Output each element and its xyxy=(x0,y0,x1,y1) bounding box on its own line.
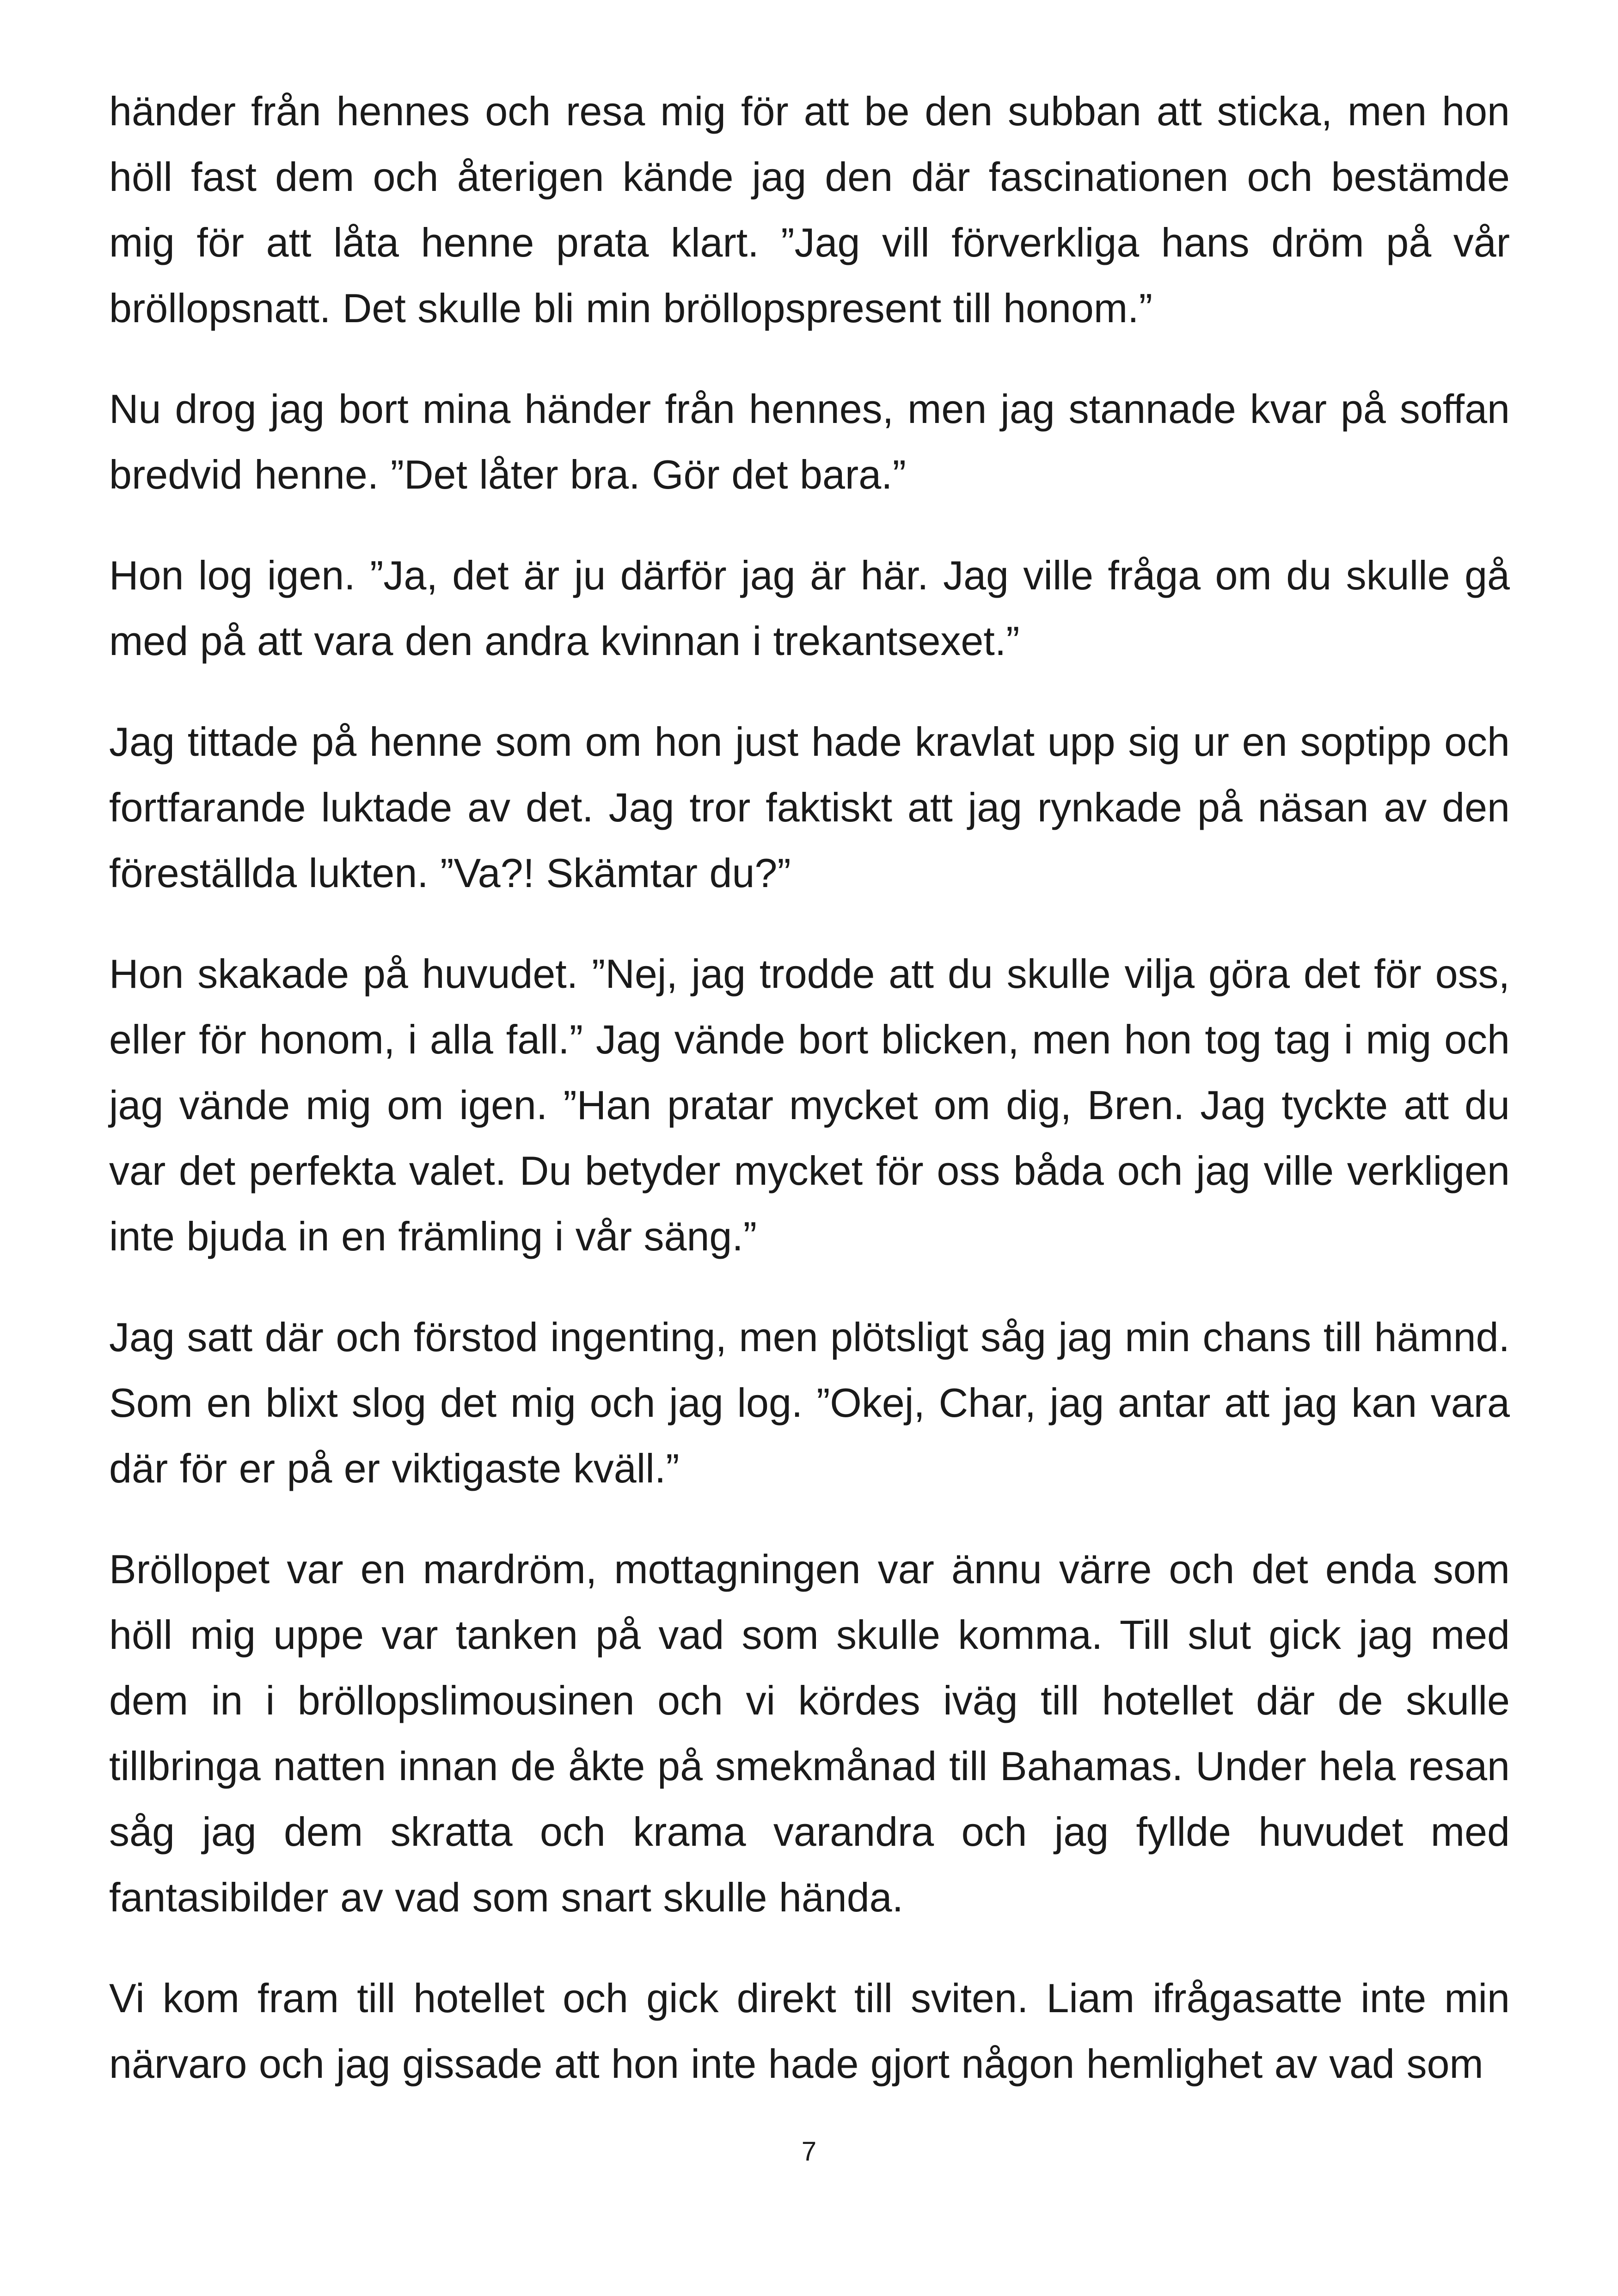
paragraph: Hon skakade på huvudet. ”Nej, jag trodde att du skulle vilja göra det för oss, eller för honom, i alla fall.” Jag vände bort blicken, men hon tog tag i mig och jag vände mig om igen. ”Han pratar mycket om dig, Bren. Jag tyckte att du var det perfekta valet. Du betyder mycket för oss båda och jag ville verkligen inte bjuda in en främling i vår säng.” xyxy=(109,951,1510,1259)
page-number: 7 xyxy=(801,2137,817,2167)
paragraph: Bröllopet var en mardröm, mottagningen var ännu värre och det enda som höll mig uppe var tanken på vad som skulle komma. Till slut gick jag med dem in i bröllopslimousinen och vi kördes iväg till hotellet där de skulle tillbringa natten innan de åkte på smekmånad till Bahamas. Under hela resan såg jag dem skratta och krama varandra och jag fyllde huvudet med fantasibilder av vad som snart skulle hända. xyxy=(109,1546,1510,1920)
paragraph: Jag tittade på henne som om hon just hade kravlat upp sig ur en soptipp och fortfarande luktade av det. Jag tror faktiskt att jag rynkade på näsan av den föreställda lukten. ”Va?! Skämtar du?” xyxy=(109,719,1510,896)
paragraph: Nu drog jag bort mina händer från hennes, men jag stannade kvar på soffan bredvid henne. ”Det låter bra. Gör det bara.” xyxy=(109,386,1510,497)
body-text xyxy=(109,79,1510,2132)
paragraph: Jag satt där och förstod ingenting, men plötsligt såg jag min chans till hämnd. Som en blixt slog det mig och jag log. ”Okej, Char, jag antar att jag kan vara där för er på er viktigaste kväll.” xyxy=(109,1314,1510,1491)
paragraph: händer från hennes och resa mig för att be den subban att sticka, men hon höll fast dem och återigen kände jag den där fascinationen och bestämde mig för att låta henne prata klart. ”Jag vill förverkliga hans dröm på vår bröllopsnatt. Det skulle bli min bröllopspresent till honom.” xyxy=(109,88,1510,331)
paragraph: Vi kom fram till hotellet och gick direkt till sviten. Liam ifrågasatte inte min närvaro och jag gissade att hon inte hade gjort någon hemlighet av vad som xyxy=(109,1975,1510,2087)
paragraph: Hon log igen. ”Ja, det är ju därför jag är här. Jag ville fråga om du skulle gå med på att vara den andra kvinnan i trekantsexet.” xyxy=(109,552,1510,664)
